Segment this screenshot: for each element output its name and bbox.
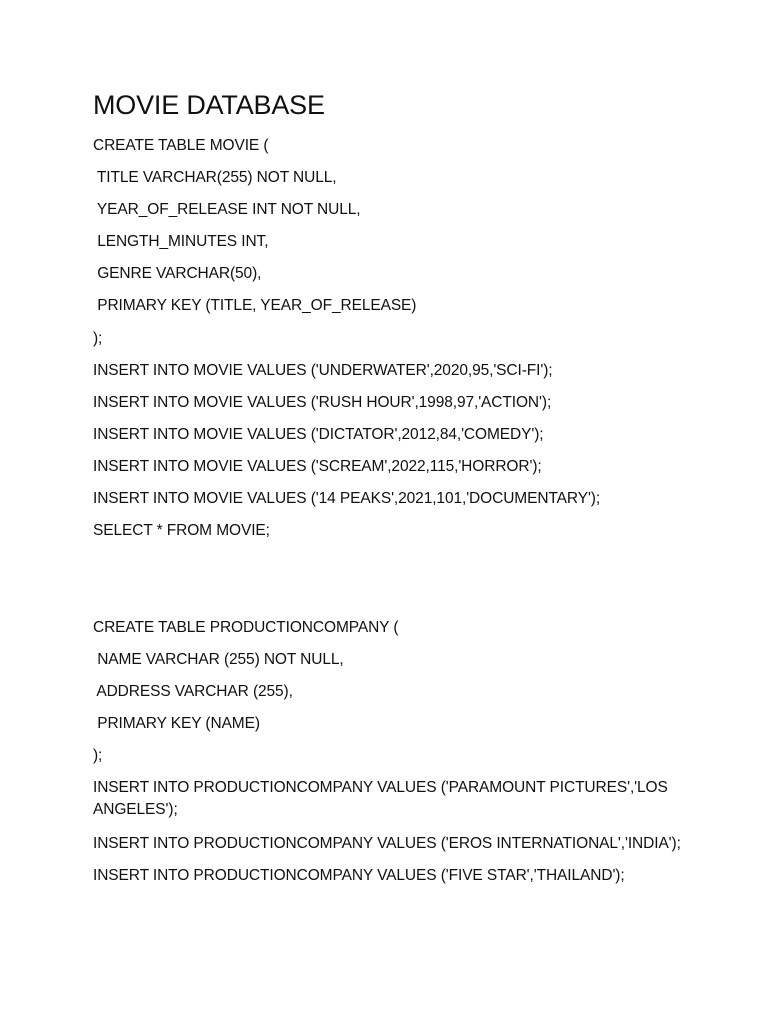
sql-line: YEAR_OF_RELEASE INT NOT NULL, — [93, 201, 361, 218]
sql-line: LENGTH_MINUTES INT, — [93, 233, 269, 250]
sql-line: ); — [93, 330, 103, 347]
sql-line: SELECT * FROM MOVIE; — [93, 522, 270, 539]
sql-line: NAME VARCHAR (255) NOT NULL, — [93, 651, 344, 668]
sql-line: CREATE TABLE MOVIE ( — [93, 137, 269, 154]
sql-line: ); — [93, 747, 103, 764]
document-title: MOVIE DATABASE — [93, 90, 325, 120]
sql-line: INSERT INTO MOVIE VALUES ('14 PEAKS',2021,101,'DOCUMENTARY'); — [93, 490, 601, 507]
sql-line: CREATE TABLE PRODUCTIONCOMPANY ( — [93, 619, 399, 636]
sql-line: INSERT INTO PRODUCTIONCOMPANY VALUES ('PARAMOUNT PICTURES','LOS ANGELES'); — [93, 779, 668, 818]
sql-line: INSERT INTO PRODUCTIONCOMPANY VALUES ('FIVE STAR','THAILAND'); — [93, 867, 625, 884]
sql-line: TITLE VARCHAR(255) NOT NULL, — [93, 169, 337, 186]
sql-line: ADDRESS VARCHAR (255), — [93, 683, 293, 700]
sql-line: INSERT INTO MOVIE VALUES ('SCREAM',2022,115,'HORROR'); — [93, 458, 542, 475]
sql-line: PRIMARY KEY (NAME) — [93, 715, 260, 732]
sql-line: PRIMARY KEY (TITLE, YEAR_OF_RELEASE) — [93, 297, 417, 314]
sql-line: INSERT INTO MOVIE VALUES ('UNDERWATER',2020,95,'SCI-FI'); — [93, 362, 553, 379]
sql-line: INSERT INTO MOVIE VALUES ('DICTATOR',2012,84,'COMEDY'); — [93, 426, 544, 443]
sql-line: INSERT INTO PRODUCTIONCOMPANY VALUES ('EROS INTERNATIONAL','INDIA'); — [93, 835, 681, 852]
sql-line: GENRE VARCHAR(50), — [93, 265, 262, 282]
sql-line: INSERT INTO MOVIE VALUES ('RUSH HOUR',1998,97,'ACTION'); — [93, 394, 552, 411]
